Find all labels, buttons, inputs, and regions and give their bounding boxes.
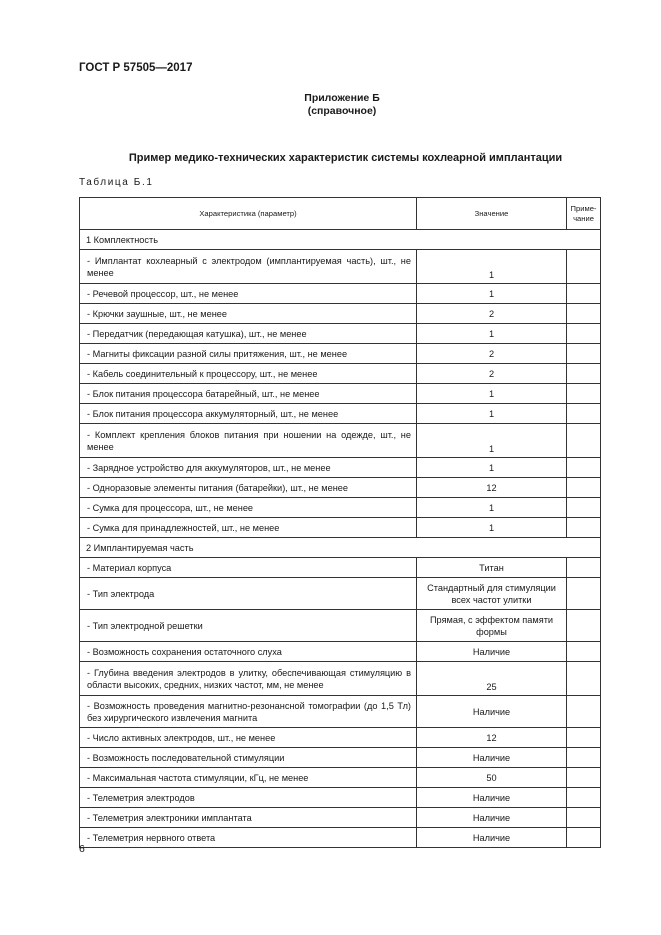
table-row	[80, 364, 601, 384]
characteristic-cell: - Возможность последовательной стимуляции	[80, 748, 417, 768]
note-cell	[567, 250, 601, 284]
characteristic-cell: - Магниты фиксации разной силы притяжения, шт., не менее	[80, 344, 417, 364]
table-row	[80, 284, 601, 304]
characteristic-cell: - Зарядное устройство для аккумуляторов, шт., не менее	[80, 458, 417, 478]
characteristic-cell: - Крючки заушные, шт., не менее	[80, 304, 417, 324]
table-body	[80, 230, 601, 848]
value-cell: Наличие	[417, 828, 567, 848]
note-cell	[567, 344, 601, 364]
table-row	[80, 344, 601, 364]
table-row	[80, 478, 601, 498]
table-row	[80, 498, 601, 518]
document-title-text: Пример медико-технических характеристик системы кохлеарной имплантации	[128, 152, 563, 164]
note-cell	[567, 404, 601, 424]
characteristic-cell: - Речевой процессор, шт., не менее	[80, 284, 417, 304]
value-cell: 25	[417, 662, 567, 696]
note-cell	[567, 696, 601, 728]
characteristic-cell: - Телеметрия электродов	[80, 788, 417, 808]
column-header-value: Значение	[417, 198, 567, 230]
note-cell	[567, 728, 601, 748]
table-row	[80, 404, 601, 424]
value-cell: Прямая, с эффектом памяти формы	[417, 610, 567, 642]
value-cell: 1	[417, 424, 567, 458]
value-cell: Наличие	[417, 696, 567, 728]
table-row	[80, 828, 601, 848]
characteristic-cell: - Максимальная частота стимуляции, кГц, не менее	[80, 768, 417, 788]
table-row	[80, 696, 601, 728]
note-cell	[567, 284, 601, 304]
value-cell: 1	[417, 404, 567, 424]
value-cell: 2	[417, 364, 567, 384]
section-title: 1 Комплектность	[80, 230, 601, 250]
characteristic-cell: - Телеметрия нервного ответа	[80, 828, 417, 848]
note-cell	[567, 768, 601, 788]
note-cell	[567, 558, 601, 578]
characteristic-cell: - Кабель соединительный к процессору, шт., не менее	[80, 364, 417, 384]
note-cell	[567, 424, 601, 458]
value-cell: 1	[417, 498, 567, 518]
note-cell	[567, 498, 601, 518]
table-row	[80, 558, 601, 578]
characteristic-cell: - Телеметрия электроники имплантата	[80, 808, 417, 828]
value-cell: 2	[417, 344, 567, 364]
note-cell	[567, 364, 601, 384]
characteristic-cell: - Имплантат кохлеарный с электродом (имплантируемая часть), шт., не менее	[80, 250, 417, 284]
table-row	[80, 610, 601, 642]
value-cell: 2	[417, 304, 567, 324]
column-header-note: Приме- чание	[567, 198, 601, 230]
characteristic-cell: - Передатчик (передающая катушка), шт., не менее	[80, 324, 417, 344]
value-cell: Титан	[417, 558, 567, 578]
value-cell: 1	[417, 250, 567, 284]
table-row	[80, 458, 601, 478]
value-cell: Наличие	[417, 748, 567, 768]
characteristic-cell: - Блок питания процессора батарейный, шт., не менее	[80, 384, 417, 404]
value-cell: 12	[417, 478, 567, 498]
note-cell	[567, 578, 601, 610]
table-row	[80, 768, 601, 788]
value-cell: Стандартный для стимуляции всех частот улитки	[417, 578, 567, 610]
value-cell: Наличие	[417, 808, 567, 828]
column-header-characteristic: Характеристика (параметр)	[80, 198, 417, 230]
value-cell: 12	[417, 728, 567, 748]
characteristic-cell: - Материал корпуса	[80, 558, 417, 578]
value-cell: 1	[417, 284, 567, 304]
note-cell	[567, 748, 601, 768]
table-row	[80, 518, 601, 538]
table-section-row	[80, 538, 601, 558]
appendix-note: (справочное)	[307, 105, 377, 117]
note-cell	[567, 788, 601, 808]
value-cell: 1	[417, 324, 567, 344]
table-row	[80, 662, 601, 696]
characteristic-cell: - Число активных электродов, шт., не менее	[80, 728, 417, 748]
note-cell	[567, 808, 601, 828]
table-row	[80, 808, 601, 828]
value-cell: 50	[417, 768, 567, 788]
table-row	[80, 324, 601, 344]
value-cell: Наличие	[417, 788, 567, 808]
table-row	[80, 728, 601, 748]
table-row	[80, 424, 601, 458]
characteristic-cell: - Комплект крепления блоков питания при ношении на одежде, шт., не менее	[80, 424, 417, 458]
note-cell	[567, 478, 601, 498]
page-number: 6	[79, 843, 85, 855]
table-row	[80, 250, 601, 284]
table-row	[80, 304, 601, 324]
section-title: 2 Имплантируемая часть	[80, 538, 601, 558]
standard-number: ГОСТ Р 57505—2017	[79, 62, 193, 74]
characteristics-table	[79, 197, 601, 848]
table-row	[80, 642, 601, 662]
appendix-heading	[0, 92, 661, 118]
appendix-title: Приложение Б	[304, 92, 380, 104]
table-caption: Таблица Б.1	[79, 177, 154, 188]
table-header-row	[80, 198, 601, 230]
value-cell: 1	[417, 458, 567, 478]
table-row	[80, 748, 601, 768]
table-row	[80, 384, 601, 404]
table-section-row	[80, 230, 601, 250]
table-row	[80, 788, 601, 808]
document-title	[0, 152, 661, 164]
note-cell	[567, 610, 601, 642]
value-cell: Наличие	[417, 642, 567, 662]
value-cell: 1	[417, 518, 567, 538]
characteristic-cell: - Сумка для процессора, шт., не менее	[80, 498, 417, 518]
note-cell	[567, 662, 601, 696]
note-cell	[567, 642, 601, 662]
note-cell	[567, 324, 601, 344]
characteristic-cell: - Возможность сохранения остаточного слуха	[80, 642, 417, 662]
characteristic-cell: - Одноразовые элементы питания (батарейки), шт., не менее	[80, 478, 417, 498]
characteristic-cell: - Тип электродной решетки	[80, 610, 417, 642]
characteristic-cell: - Возможность проведения магнитно-резонансной томографии (до 1,5 Тл) без хирургического извлечения магнита	[80, 696, 417, 728]
note-cell	[567, 304, 601, 324]
characteristic-cell: - Блок питания процессора аккумуляторный, шт., не менее	[80, 404, 417, 424]
note-cell	[567, 458, 601, 478]
characteristic-cell: - Глубина введения электродов в улитку, обеспечивающая стимуляцию в области высоких, средних, низких частот, мм, не менее	[80, 662, 417, 696]
note-cell	[567, 828, 601, 848]
characteristic-cell: - Сумка для принадлежностей, шт., не менее	[80, 518, 417, 538]
value-cell: 1	[417, 384, 567, 404]
note-cell	[567, 518, 601, 538]
note-cell	[567, 384, 601, 404]
characteristic-cell: - Тип электрода	[80, 578, 417, 610]
table-row	[80, 578, 601, 610]
